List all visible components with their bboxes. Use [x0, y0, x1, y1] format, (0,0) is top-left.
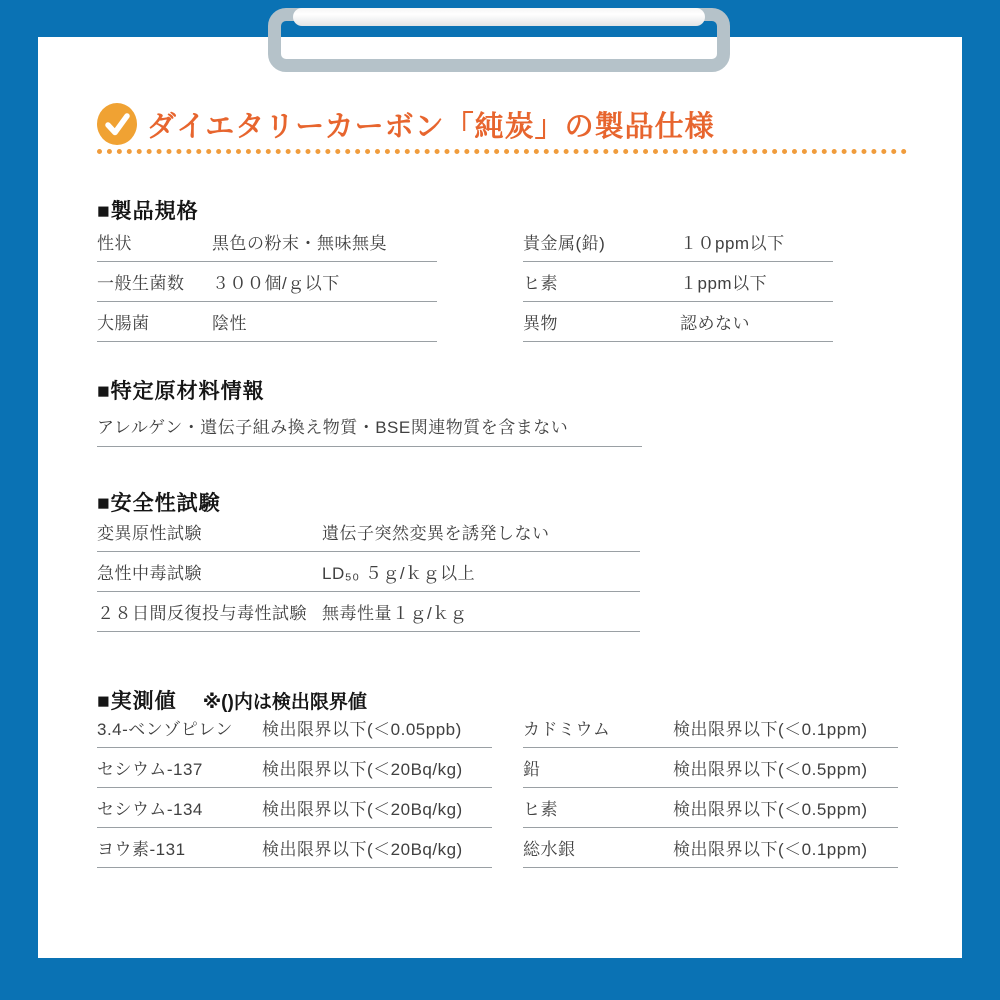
raw-materials-table: [97, 405, 642, 447]
table-row: [97, 512, 640, 552]
row-value: アレルゲン・遺伝子組み換え物質・BSE関連物質を含まない: [97, 418, 569, 437]
table-row: [523, 708, 898, 748]
table-row: [523, 222, 833, 262]
measured-values-table-right: [523, 708, 898, 868]
row-value: １ppm以下: [680, 274, 768, 293]
row-value: LD₅₀ ５ｇ/ｋｇ以上: [322, 564, 476, 583]
row-value: ３００個/ｇ以下: [212, 274, 340, 293]
row-value: 黒色の粉末・無味無臭: [212, 234, 387, 253]
row-value: 検出限界以下(＜0.1ppm): [673, 840, 868, 859]
row-label: 貴金属(鉛): [523, 234, 606, 253]
page-title: ダイエタリーカーボン「純炭」の製品仕様: [147, 110, 715, 143]
row-value: 検出限界以下(＜20Bq/kg): [262, 800, 463, 819]
dotted-divider: [97, 149, 907, 154]
row-label: セシウム-134: [97, 800, 203, 819]
table-row: [97, 708, 492, 748]
row-label: 一般生菌数: [97, 274, 185, 293]
table-row: [523, 302, 833, 342]
row-label: 大腸菌: [97, 314, 150, 333]
row-label: 変異原性試験: [97, 524, 202, 543]
table-row: [523, 748, 898, 788]
row-value: 認めない: [680, 314, 750, 333]
table-row: [523, 828, 898, 868]
table-row: [97, 828, 492, 868]
table-row: [97, 788, 492, 828]
row-value: 無毒性量１ｇ/ｋｇ: [322, 604, 468, 623]
row-value: １０ppm以下: [680, 234, 785, 253]
row-label: 総水銀: [523, 840, 576, 859]
table-row: [523, 788, 898, 828]
table-row: [97, 552, 640, 592]
row-label: 急性中毒試験: [97, 564, 202, 583]
row-label: 3.4-ベンゾピレン: [97, 720, 233, 739]
row-label: ２８日間反復投与毒性試験: [97, 604, 307, 623]
row-label: 性状: [97, 234, 132, 253]
check-icon: [97, 103, 137, 145]
measured-heading-text: ■実測値: [97, 690, 177, 713]
measured-values-table-left: [97, 708, 492, 868]
row-value: 検出限界以下(＜0.05ppb): [262, 720, 462, 739]
table-row: [97, 748, 492, 788]
table-row: [97, 592, 640, 632]
table-row: [97, 405, 642, 447]
table-row: [97, 302, 437, 342]
page-title-row: [97, 103, 715, 145]
section-heading-safety-tests: ■安全性試験: [97, 492, 221, 515]
measured-heading-note: ※()内は検出限界値: [202, 692, 367, 713]
table-row: [97, 222, 437, 262]
table-row: [523, 262, 833, 302]
row-label: ヒ素: [523, 800, 558, 819]
safety-tests-table: [97, 512, 640, 632]
row-label: セシウム-137: [97, 760, 203, 779]
section-heading-raw-materials: ■特定原材料情報: [97, 380, 265, 403]
product-spec-table-left: [97, 222, 437, 342]
row-value: 検出限界以下(＜20Bq/kg): [262, 760, 463, 779]
row-label: カドミウム: [523, 720, 611, 739]
row-value: 陰性: [212, 314, 247, 333]
row-value: 検出限界以下(＜0.5ppm): [673, 760, 868, 779]
section-heading-product-spec: ■製品規格: [97, 200, 199, 223]
row-value: 検出限界以下(＜0.5ppm): [673, 800, 868, 819]
row-label: 異物: [523, 314, 558, 333]
product-spec-table-right: [523, 222, 833, 342]
row-value: 遺伝子突然変異を誘発しない: [322, 524, 550, 543]
row-label: ヨウ素-131: [97, 840, 186, 859]
row-value: 検出限界以下(＜20Bq/kg): [262, 840, 463, 859]
row-label: ヒ素: [523, 274, 558, 293]
clipboard-clip-bar: [293, 8, 705, 26]
spec-sheet-page: [38, 37, 962, 958]
row-value: 検出限界以下(＜0.1ppm): [673, 720, 868, 739]
row-label: 鉛: [523, 760, 541, 779]
table-row: [97, 262, 437, 302]
